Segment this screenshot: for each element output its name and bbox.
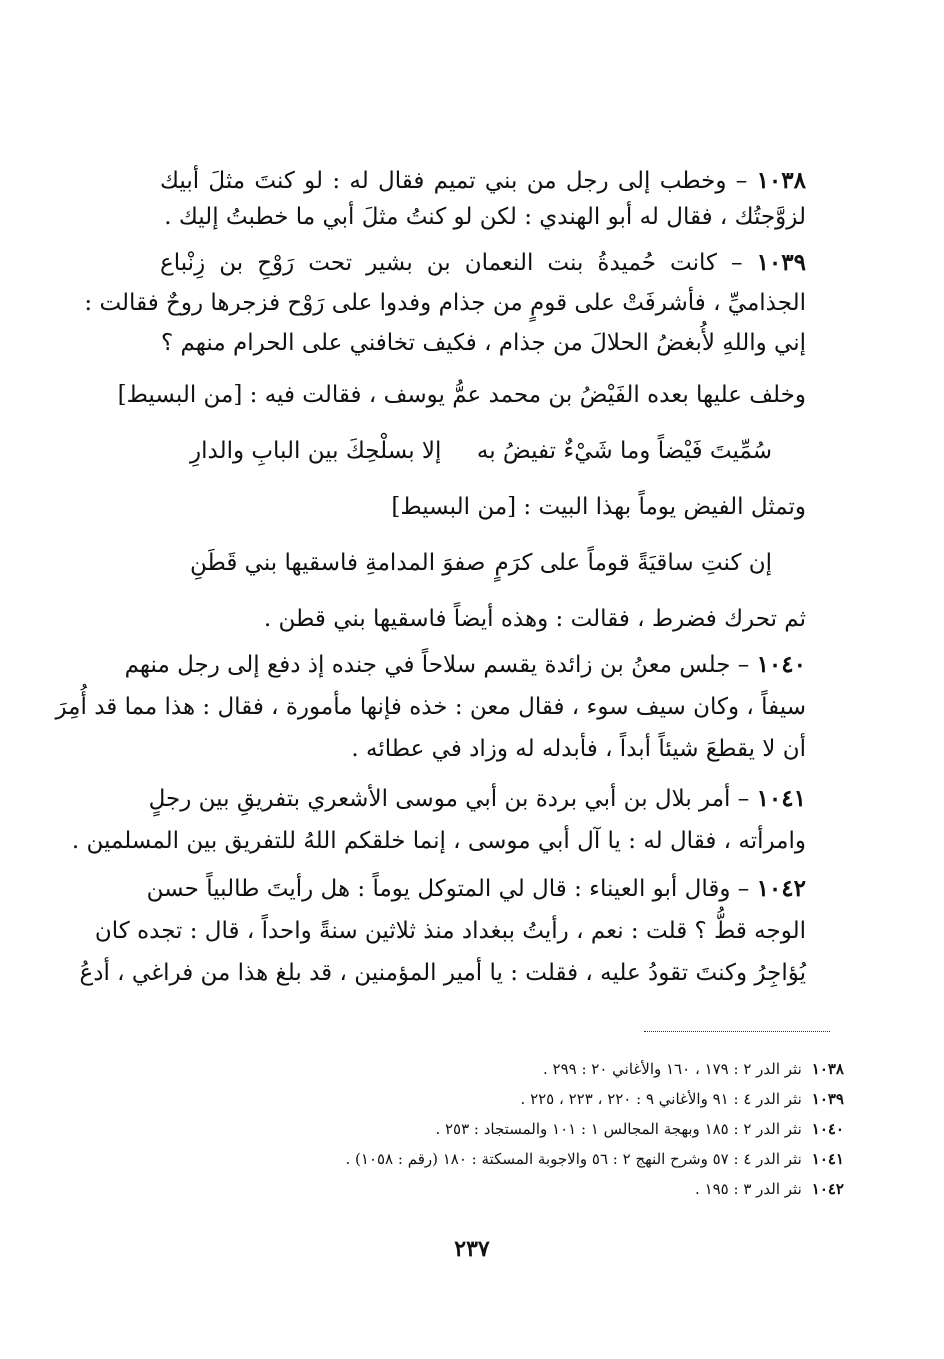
footnote-number: ١٠٣٩ <box>811 1090 844 1108</box>
text-line: يُؤاجِرُ وكنتَ تقودُ عليه ، فقلت : يا أمير المؤمنين ، قد بلغ هذا من فراغي ، أدعُ <box>79 960 806 986</box>
text-line: أن لا يقطعَ شيئاً أبداً ، فأبدله له وزاد في عطائه . <box>351 736 806 762</box>
footnote-divider <box>644 1031 830 1032</box>
verse-hemistich-right: سُمِّيتَ فَيْضاً وما شَيْءٌ تفيضُ به <box>476 438 772 464</box>
footnote-text: نثر الدر ٤ : ٩١ والأغاني ٩ : ٢٢٠ ، ٢٢٣ ، ٢٢٥ . <box>520 1090 802 1108</box>
text-line: الجذاميِّ ، فأشرفَتْ على قومٍ من جذام وفدوا على رَوْح فزجرها روحٌ فقالت : <box>84 290 806 316</box>
text-line: وامرأته ، فقال له : يا آل أبي موسى ، إنما خلقكم اللهُ للتفريق بين المسلمين . <box>71 828 806 854</box>
verse-hemistich-left: إلا بسلْحِكَ بين البابِ والدارِ <box>190 438 442 464</box>
verse-hemistich-right: إن كنتِ ساقيَةً قوماً على كرَمٍ <box>494 550 772 576</box>
text-line <box>146 874 806 904</box>
text-line <box>160 248 806 278</box>
text-line <box>124 650 806 680</box>
text-line <box>148 784 806 814</box>
text-line: إني واللهِ لأُبغضُ الحلالَ من جذام ، فكيف تخافني على الحرام منهم ؟ <box>160 330 806 356</box>
footnote-text: نثر الدر ٣ : ١٩٥ . <box>695 1180 802 1198</box>
entry-number: ١٠٤١ <box>756 785 806 812</box>
entry-number: ١٠٤٠ <box>756 651 806 678</box>
footnote-number: ١٠٤٠ <box>811 1120 844 1138</box>
entry-number: ١٠٤٢ <box>756 875 806 902</box>
text-line: سيفاً ، وكان سيف سوء ، فقال معن : خذه فإنها مأمورة ، فقال : هذا مما قد أُمِرَ <box>55 694 806 720</box>
verse-hemistich-left: صفوَ المدامةِ فاسقيها بني قَطَنِ <box>190 550 486 576</box>
footnote <box>346 1148 845 1170</box>
footnote <box>435 1118 844 1140</box>
text-line: ثم تحرك فضرط ، فقالت : وهذه أيضاً فاسقيها بني قطن . <box>263 606 806 632</box>
text-line: وتمثل الفيض يوماً بهذا البيت : [من البسيط] <box>391 494 806 520</box>
line-text: – وقال أبو العيناء : قال لي المتوكل يوماً : هل رأيتَ طالبياً حسن <box>146 876 757 902</box>
footnote-text: نثر الدر ٤ : ٥٧ وشرح النهج ٢ : ٥٦ والاجوبة المسكتة : ١٨٠ (رقم : ١٠٥٨) . <box>345 1150 802 1168</box>
footnote-number: ١٠٣٨ <box>811 1060 844 1078</box>
footnote <box>695 1178 844 1200</box>
footnote-text: نثر الدر ٢ : ١٧٩ ، ١٦٠ والأغاني ٢٠ : ٢٩٩ . <box>542 1060 802 1078</box>
text-line: لزوَّجتُك ، فقال له أبو الهندي : لكن لو كنتُ مثلَ أبي ما خطبتُ إليك . <box>164 204 806 230</box>
footnote-text: نثر الدر ٢ : ١٨٥ وبهجة المجالس ١ : ١٠١ والمستجاد : ٢٥٣ . <box>435 1120 802 1138</box>
line-text: – كانت حُميدةُ بنت النعمان بن بشير تحت رَوْحِ بن زِنْباع <box>160 250 757 276</box>
entry-number: ١٠٣٩ <box>756 249 806 276</box>
line-text: – جلس معنُ بن زائدة يقسم سلاحاً في جنده إذ دفع إلى رجل منهم <box>124 652 757 678</box>
footnote-number: ١٠٤٢ <box>811 1180 844 1198</box>
footnote <box>543 1058 844 1080</box>
line-text: – أمر بلال بن أبي بردة بن أبي موسى الأشعري بتفريقِ بين رجلٍ <box>148 786 757 812</box>
footnote <box>521 1088 844 1110</box>
text-line: الوجه قطُّ ؟ قلت : نعم ، رأيتُ ببغداد منذ ثلاثين سنةً واحداً ، قال : تجده كان <box>94 918 806 944</box>
line-text: – وخطب إلى رجل من بني تميم فقال له : لو كنتَ مثلَ أبيك <box>160 168 757 194</box>
text-line: وخلف عليها بعده الفَيْضُ بن محمد عمُّ يوسف ، فقالت فيه : [من البسيط] <box>117 382 806 408</box>
text-line <box>160 166 806 196</box>
footnote-number: ١٠٤١ <box>811 1150 844 1168</box>
page-number: ٢٣٧ <box>454 1236 490 1262</box>
entry-number: ١٠٣٨ <box>756 167 806 194</box>
